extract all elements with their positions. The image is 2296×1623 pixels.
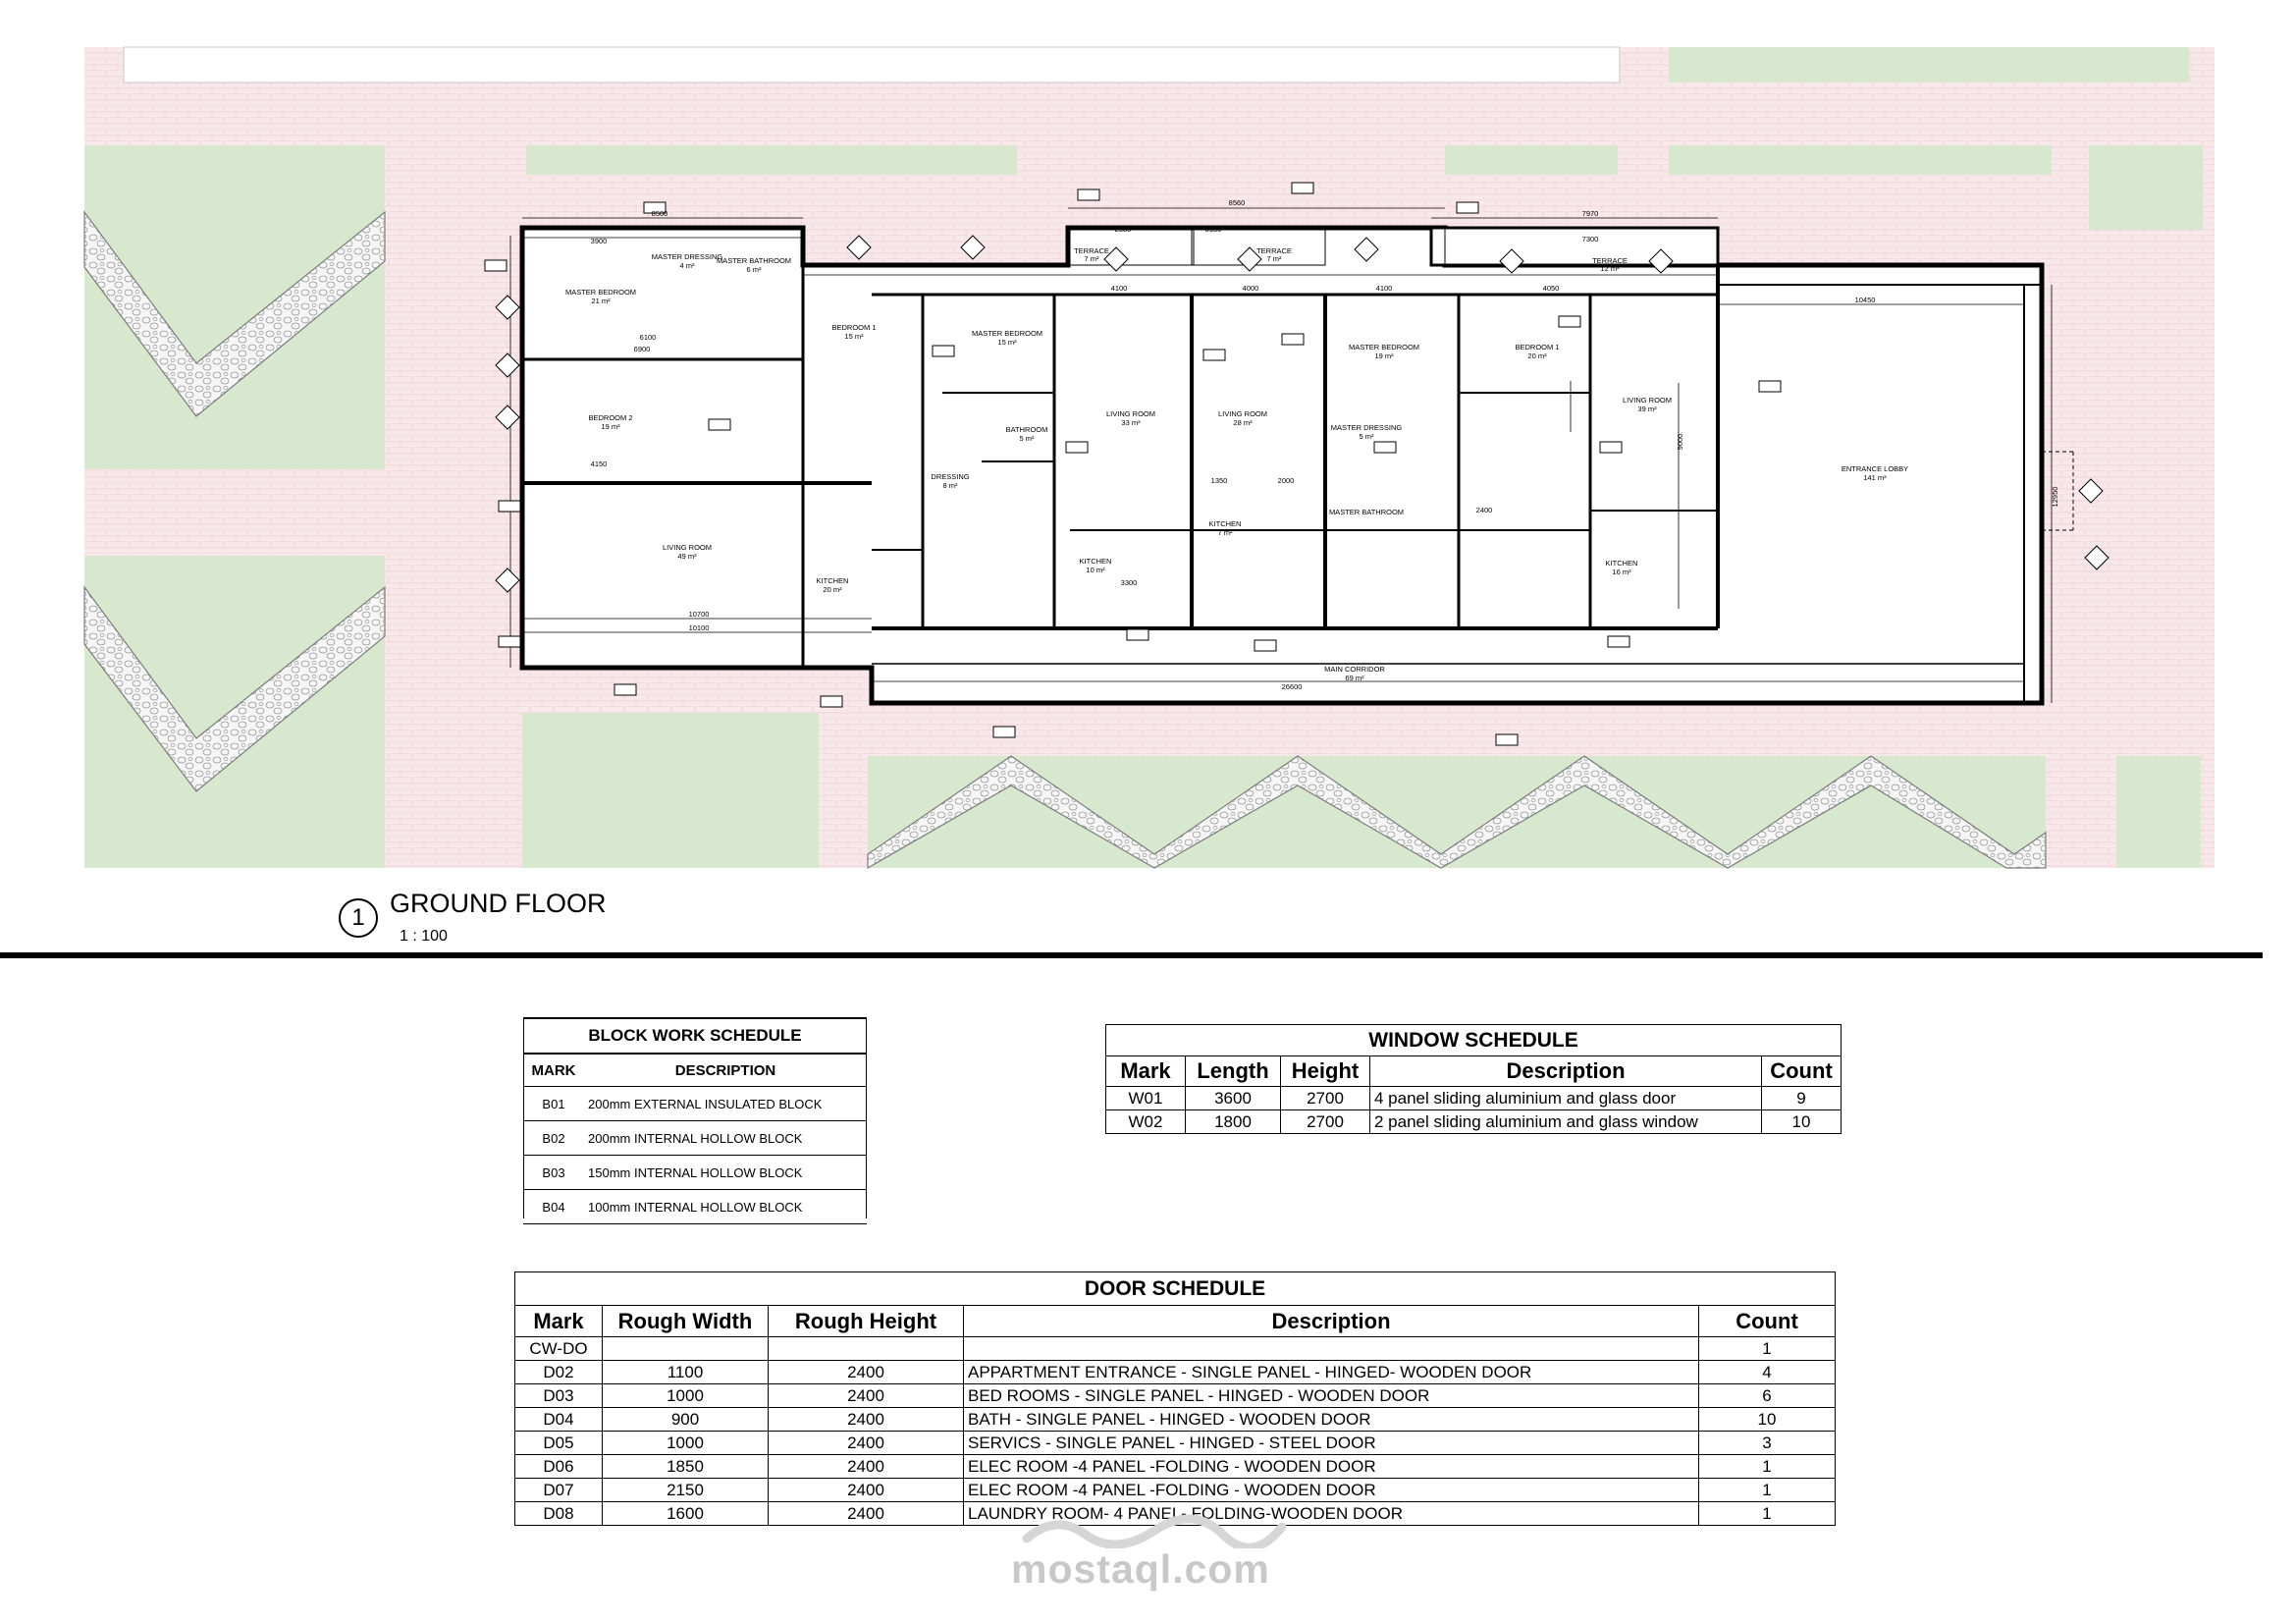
watermark-logo-icon [1017,1509,1292,1548]
room-label: MASTER BATHROOM [1328,508,1405,516]
cell-description: SERVICS - SINGLE PANEL - HINGED - STEEL DOOR [964,1432,1699,1455]
svg-text:9000: 9000 [1676,433,1684,451]
cell-length: 1800 [1186,1110,1281,1134]
room-label: BEDROOM 1 [831,323,877,332]
block-schedule-row [523,1121,867,1156]
cell-rough-height: 2400 [769,1502,964,1526]
window-schedule-header [1106,1056,1842,1087]
block-description: 200mm INTERNAL HOLLOW BLOCK [588,1130,803,1146]
header-height: Height [1281,1056,1370,1087]
cell-rough-width: 1100 [603,1361,769,1384]
block-schedule-title: BLOCK WORK SCHEDULE [523,1017,867,1055]
svg-text:2000: 2000 [1277,476,1295,485]
svg-text:6100: 6100 [639,333,657,342]
cell-rough-width: 900 [603,1408,769,1432]
room-label: DRESSING [931,472,970,481]
room-label: LIVING ROOM [1217,409,1268,418]
cell-count: 10 [1762,1110,1842,1134]
svg-text:3300: 3300 [1120,578,1138,587]
block-schedule-header [523,1055,867,1087]
svg-text:7 m²: 7 m² [1084,254,1099,263]
header-count: Count [1699,1306,1836,1337]
svg-text:12 m²: 12 m² [1600,264,1620,273]
lawn [526,145,1017,175]
room-label: MAIN CORRIDOR [1324,665,1385,674]
svg-text:69 m²: 69 m² [1345,674,1364,682]
cell-description: BED ROOMS - SINGLE PANEL - HINGED - WOODEN DOOR [964,1384,1699,1408]
svg-text:4150: 4150 [590,460,608,468]
cell-rough-height: 2400 [769,1384,964,1408]
table-row [515,1408,1836,1432]
room-label: MASTER BATHROOM [716,256,792,265]
cell-description [964,1337,1699,1361]
block-description: 200mm EXTERNAL INSULATED BLOCK [588,1096,823,1111]
cell-height: 2700 [1281,1110,1370,1134]
view-title: GROUND FLOOR [390,889,607,918]
cell-count: 1 [1699,1502,1836,1526]
block-work-schedule [523,1017,867,1224]
room-label: KITCHEN [816,576,849,585]
svg-text:8500: 8500 [651,209,668,218]
lawn [2089,145,2203,230]
room-label: BEDROOM 2 [588,413,633,422]
room-label: LIVING ROOM [1105,409,1156,418]
lawn [522,713,819,868]
lawn [1445,145,1618,175]
room-label: MASTER BEDROOM [564,288,637,297]
building [522,228,2042,703]
room-label: MASTER BEDROOM [971,329,1043,338]
room-label: MASTER BEDROOM [1348,343,1420,352]
room-label: MASTER DRESSING [1330,423,1403,432]
block-mark: B02 [542,1130,565,1146]
cell-description: ELEC ROOM -4 PANEL -FOLDING - WOODEN DOOR [964,1455,1699,1479]
header-count: Count [1762,1056,1842,1087]
svg-text:5 m²: 5 m² [1359,432,1374,441]
cell-description: 4 panel sliding aluminium and glass door [1370,1087,1762,1110]
cell-rough-width: 1000 [603,1432,769,1455]
svg-text:4000: 4000 [1242,284,1259,293]
cell-length: 3600 [1186,1087,1281,1110]
block-mark: B03 [542,1164,565,1180]
svg-text:49 m²: 49 m² [677,552,697,561]
svg-text:15 m²: 15 m² [844,332,864,341]
svg-text:2400: 2400 [1475,506,1493,514]
cell-rough-height: 2400 [769,1479,964,1502]
cell-mark: W01 [1106,1087,1186,1110]
svg-text:8560: 8560 [1228,198,1246,207]
header-length: Length [1186,1056,1281,1087]
cell-rough-height: 2400 [769,1408,964,1432]
svg-text:20 m²: 20 m² [823,585,842,594]
cell-description: BATH - SINGLE PANEL - HINGED - WOODEN DOOR [964,1408,1699,1432]
header-description: Description [964,1306,1699,1337]
separator-line [0,952,2263,958]
window-schedule-title: WINDOW SCHEDULE [1106,1025,1842,1056]
svg-text:3900: 3900 [590,237,608,245]
block-schedule-row [523,1190,867,1224]
cell-count: 1 [1699,1455,1836,1479]
svg-text:15 m²: 15 m² [997,338,1017,347]
site-strip-top [124,47,1620,82]
window-schedule [1105,1024,1842,1134]
cell-rough-height: 2400 [769,1361,964,1384]
svg-text:19 m²: 19 m² [601,422,620,431]
svg-text:10100: 10100 [688,623,710,632]
table-row [515,1479,1836,1502]
header-mark: Mark [1106,1056,1186,1087]
block-description: 150mm INTERNAL HOLLOW BLOCK [588,1164,803,1180]
table-row [515,1361,1836,1384]
cell-description: 2 panel sliding aluminium and glass window [1370,1110,1762,1134]
block-schedule-row [523,1156,867,1190]
room-label: LIVING ROOM [1622,396,1673,405]
svg-text:6 m²: 6 m² [746,265,762,274]
svg-text:6900: 6900 [633,345,651,353]
cell-rough-height [769,1337,964,1361]
svg-text:33 m²: 33 m² [1121,418,1141,427]
table-row [515,1384,1836,1408]
lawn-top-right [1669,47,2189,82]
svg-text:5 m²: 5 m² [1019,434,1035,443]
svg-text:3180: 3180 [1204,225,1222,234]
room-label: KITCHEN [1605,559,1638,568]
header-mark: MARK [531,1061,576,1079]
svg-text:16 m²: 16 m² [1612,568,1631,576]
cell-rough-width: 1600 [603,1502,769,1526]
svg-text:7970: 7970 [1581,209,1599,218]
cell-count: 9 [1762,1087,1842,1110]
room-label: MASTER DRESSING [651,252,723,261]
cell-mark: D06 [515,1455,603,1479]
block-schedule-row [523,1087,867,1121]
svg-text:26600: 26600 [1281,682,1303,691]
room-label: BEDROOM 1 [1515,343,1560,352]
cell-rough-height: 2400 [769,1455,964,1479]
cell-rough-width [603,1337,769,1361]
svg-text:4050: 4050 [1542,284,1560,293]
svg-text:21 m²: 21 m² [591,297,611,305]
block-mark: B01 [542,1096,565,1111]
svg-text:39 m²: 39 m² [1637,405,1657,413]
svg-text:7 m²: 7 m² [1217,528,1233,537]
cell-height: 2700 [1281,1087,1370,1110]
header-rough-height: Rough Height [769,1306,964,1337]
svg-text:10700: 10700 [688,610,710,619]
lawn [2116,756,2201,868]
cell-rough-width: 1000 [603,1384,769,1408]
watermark: mostaql.com [1011,1546,1270,1592]
cell-rough-height: 2400 [769,1432,964,1455]
svg-text:4100: 4100 [1110,284,1128,293]
cell-count: 10 [1699,1408,1836,1432]
door-schedule-title: DOOR SCHEDULE [515,1272,1836,1306]
table-row [1106,1087,1842,1110]
header-mark: Mark [515,1306,603,1337]
room-label: BATHROOM [1005,425,1048,434]
svg-text:7300: 7300 [1581,235,1599,243]
room-label: TERRACE [1592,256,1628,265]
table-row [515,1455,1836,1479]
cell-mark: D04 [515,1408,603,1432]
svg-text:2580: 2580 [1114,225,1132,234]
cell-mark: D02 [515,1361,603,1384]
svg-text:141 m²: 141 m² [1863,473,1887,482]
door-schedule-header [515,1306,1836,1337]
view-scale: 1 : 100 [400,928,448,945]
svg-text:28 m²: 28 m² [1233,418,1253,427]
cell-count: 6 [1699,1384,1836,1408]
svg-text:4100: 4100 [1375,284,1393,293]
svg-text:20 m²: 20 m² [1527,352,1547,360]
svg-text:19 m²: 19 m² [1374,352,1394,360]
svg-text:8 m²: 8 m² [942,481,958,490]
header-rough-width: Rough Width [603,1306,769,1337]
cell-mark: W02 [1106,1110,1186,1134]
view-number: 1 [339,898,378,938]
room-label: KITCHEN [1079,557,1112,566]
svg-text:10450: 10450 [1854,296,1876,304]
cell-mark: D08 [515,1502,603,1526]
cell-description: LAUNDRY ROOM- 4 PANEL- FOLDING-WOODEN DOOR [964,1502,1699,1526]
svg-text:12950: 12950 [2051,486,2059,508]
cell-count: 4 [1699,1361,1836,1384]
cell-count: 1 [1699,1337,1836,1361]
cell-rough-width: 1850 [603,1455,769,1479]
lawn [1669,145,2052,175]
header-description: Description [1370,1056,1762,1087]
cell-count: 1 [1699,1479,1836,1502]
table-row [515,1337,1836,1361]
room-label: TERRACE [1256,246,1292,255]
room-label: LIVING ROOM [662,543,713,552]
cell-description: ELEC ROOM -4 PANEL -FOLDING - WOODEN DOOR [964,1479,1699,1502]
block-description: 100mm INTERNAL HOLLOW BLOCK [588,1199,803,1215]
svg-text:10 m²: 10 m² [1086,566,1105,574]
header-description: DESCRIPTION [674,1061,776,1079]
svg-text:4 m²: 4 m² [679,261,695,270]
svg-text:1350: 1350 [1210,476,1228,485]
cell-mark: CW-DO [515,1337,603,1361]
room-label: TERRACE [1074,246,1109,255]
cell-description: APPARTMENT ENTRANCE - SINGLE PANEL - HINGED- WOODEN DOOR [964,1361,1699,1384]
cell-count: 3 [1699,1432,1836,1455]
cell-rough-width: 2150 [603,1479,769,1502]
svg-text:7 m²: 7 m² [1266,254,1282,263]
cell-mark: D05 [515,1432,603,1455]
door-schedule [514,1271,1836,1526]
room-label: KITCHEN [1208,519,1242,528]
table-row [1106,1110,1842,1134]
cell-mark: D07 [515,1479,603,1502]
cell-mark: D03 [515,1384,603,1408]
room-label: ENTRANCE LOBBY [1841,464,1909,473]
table-row [515,1432,1836,1455]
block-mark: B04 [542,1199,565,1215]
